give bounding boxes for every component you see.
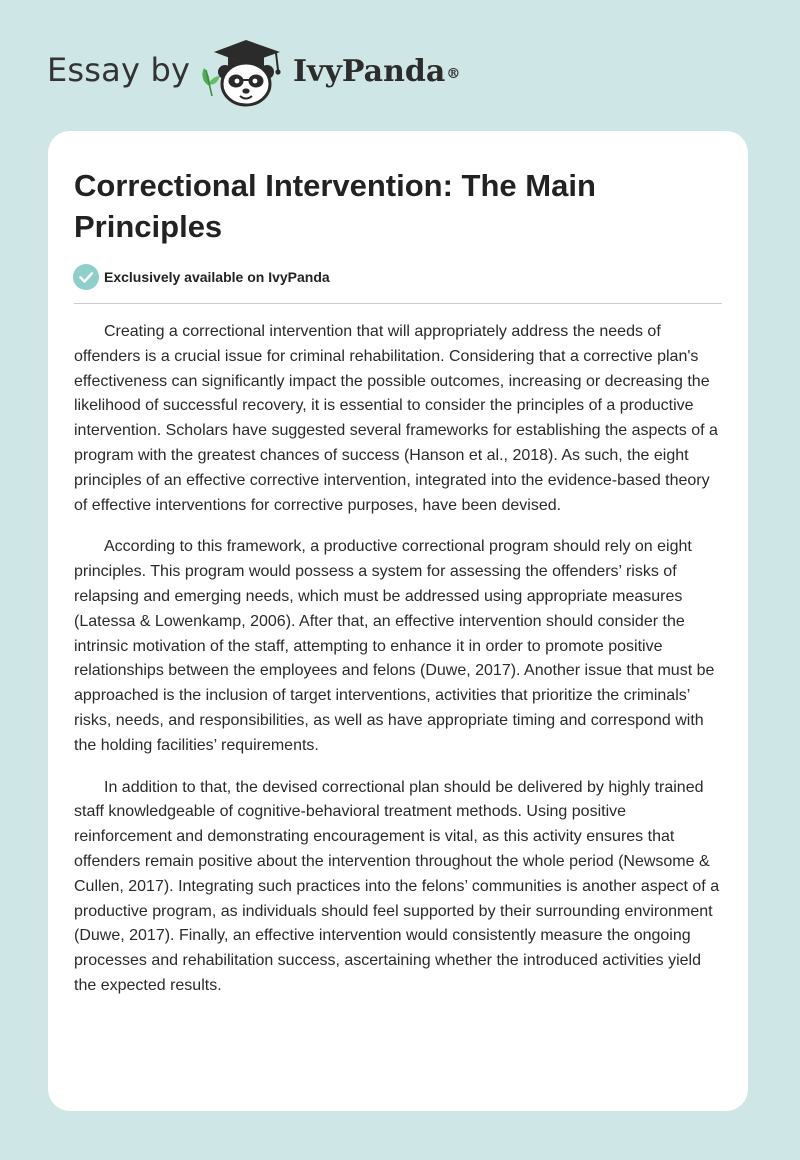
essay-card: [48, 131, 748, 1111]
essay-body: [74, 320, 724, 1016]
site-header: [0, 0, 800, 125]
panda-graduate-icon[interactable]: [198, 38, 290, 108]
brand-name[interactable]: [293, 52, 460, 92]
paragraph: Creating a correctional intervention that will appropriately address the needs of offenders is a crucial issue for criminal rehabilitation. Considering that a corrective plan's effectiveness can significantly impact the possible outcomes, increasing or decreasing the likelihood of successful recovery, it is essential to consider the principles of a productive intervention. Scholars have suggested several frameworks for establishing the aspects of a program with the greatest chances of success (Hanson et al., 2018). As such, the eight principles of an effective corrective intervention, integrated into the evidence-based theory of effective interventions for corrective purposes, have been devised.: [74, 323, 718, 514]
essay-title: Correctional Intervention: The Main Principles: [74, 168, 596, 244]
paragraph: According to this framework, a productive correctional program should rely on eight principles. This program would possess a system for assessing the offenders’ risks of relapsing and emerging needs, which must be addressed using appropriate measures (Latessa & Lowenkamp, 2006). After that, an effective intervention should consider the intrinsic motivation of the staff, attempting to enhance it in order to promote positive relationships between the employees and felons (Duwe, 2017). Another issue that must be approached is the inclusion of target interventions, activities that prioritize the criminals’ risks, needs, and responsibilities, as well as have appropriate timing and correspond with the holding facilities’ requirements.: [74, 538, 715, 754]
check-circle-icon: [73, 264, 99, 290]
badge-text: Exclusively available on IvyPanda: [104, 269, 330, 285]
exclusive-badge: [73, 264, 330, 290]
registered-mark: ®: [446, 66, 461, 82]
paragraph: In addition to that, the devised correctional plan should be delivered by highly trained staff knowledgeable of cognitive-behavioral treatment methods. Using positive reinforcement and demonstrating encouragement is vital, as this activity ensures that offenders remain positive about the intervention throughout the whole period (Newsome & Cullen, 2017). Integrating such practices into the felons’ communities is another aspect of a productive program, as individuals should feel supported by their surrounding environment (Duwe, 2017). Finally, an effective intervention would consistently measure the ongoing processes and rehabilitation success, ascertaining whether the introduced activities yield the expected results.: [74, 778, 720, 994]
brand-name-text: IvyPanda: [293, 54, 446, 89]
divider: [74, 303, 722, 304]
brand-prefix: Essay by: [47, 51, 191, 89]
